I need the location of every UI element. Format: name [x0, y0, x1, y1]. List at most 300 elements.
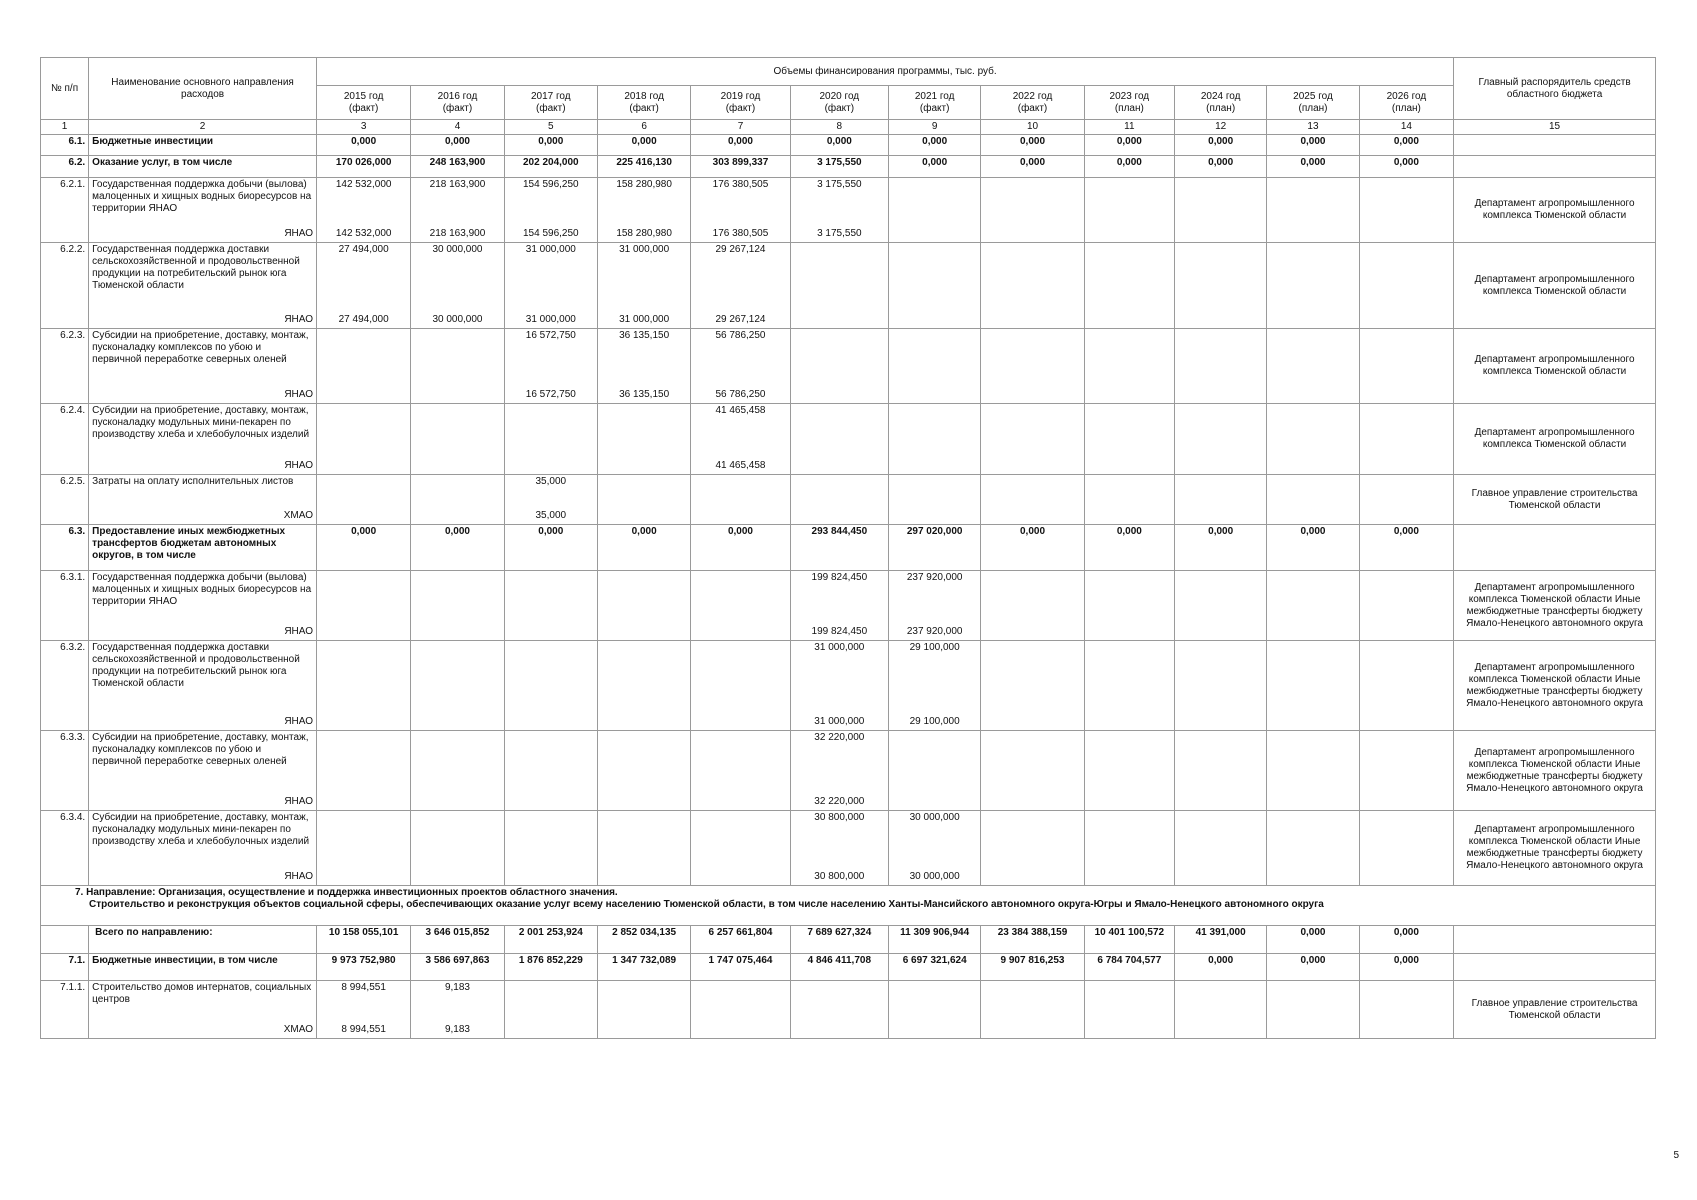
- value-cell: 0,000: [504, 135, 597, 156]
- value-cell: [1084, 475, 1174, 525]
- value-cell: 6 257 661,804: [691, 926, 790, 954]
- value-cell: [889, 329, 981, 404]
- section-7-header: [41, 886, 1656, 926]
- row-region: ЯНАО: [284, 314, 313, 325]
- row-name-text: Строительство домов интернатов, социальных центров: [92, 982, 312, 1005]
- value-cell: [597, 641, 690, 731]
- header-year-status: (факт): [1017, 102, 1048, 114]
- value-cell: [1267, 475, 1359, 525]
- value-cell: [1359, 243, 1453, 329]
- value-cell: [504, 475, 597, 525]
- value-cell: 9 973 752,980: [316, 954, 410, 981]
- value-cell: [316, 811, 410, 886]
- value-cell: [1267, 811, 1359, 886]
- value-cell: 0,000: [411, 135, 504, 156]
- row-name-text: Государственная поддержка добычи (вылова) малоценных и хищных водных биоресурсов на территории ЯНАО: [92, 179, 312, 214]
- section-7-title: 7. Направление: Организация, осуществление и поддержка инвестиционных проектов областного значения.: [75, 887, 618, 898]
- value-cell: 0,000: [1175, 954, 1267, 981]
- value-total: 31 000,000: [525, 244, 576, 255]
- header-year-status: (факт): [442, 102, 473, 114]
- value-total: 142 532,000: [335, 179, 392, 190]
- row-owner: Департамент агропромышленного комплекса Тюменской области Иные межбюджетные трансферты бюджету Ямало-Ненецкого автономного округа: [1454, 811, 1656, 886]
- value-cell: [411, 404, 504, 475]
- row-owner: [1454, 156, 1656, 178]
- value-cell: [1175, 329, 1267, 404]
- value-cell: 0,000: [1359, 954, 1453, 981]
- value-cell: [597, 329, 690, 404]
- value-cell: 0,000: [597, 135, 690, 156]
- row-owner: Главное управление строительства Тюменской области: [1454, 981, 1656, 1039]
- row-owner: Департамент агропромышленного комплекса Тюменской области Иные межбюджетные трансферты бюджету Ямало-Ненецкого автономного округа: [1454, 571, 1656, 641]
- section-7-subtitle: Строительство и реконструкция объектов социальной сферы, обеспечивающих оказание услуг всему населению Тюменской области, в том числе населению Ханты-Мансийского автономного округа-Югры и Ямало-Ненецкого автономного округа: [89, 899, 1324, 910]
- page-number: 5: [1673, 1150, 1679, 1161]
- value-cell: 0,000: [1267, 525, 1359, 571]
- value-cell: 0,000: [411, 525, 504, 571]
- header-year-label: 2022 год: [1012, 90, 1053, 102]
- column-index: 8: [790, 120, 888, 135]
- row-name: Бюджетные инвестиции, в том числе: [89, 954, 317, 981]
- value-cell: [790, 475, 888, 525]
- row-number: 6.2.4.: [41, 404, 89, 475]
- value-cell: [1267, 571, 1359, 641]
- value-cell: 0,000: [1084, 135, 1174, 156]
- value-cell: [691, 571, 790, 641]
- row-owner: Департамент агропромышленного комплекса Тюменской области Иные межбюджетные трансферты бюджету Ямало-Ненецкого автономного округа: [1454, 731, 1656, 811]
- row-owner: Департамент агропромышленного комплекса Тюменской области: [1454, 178, 1656, 243]
- value-cell: 0,000: [1084, 525, 1174, 571]
- value-cell: [411, 981, 504, 1039]
- value-total: 154 596,250: [522, 179, 579, 190]
- value-cell: [411, 178, 504, 243]
- value-cell: [1175, 404, 1267, 475]
- value-cell: 4 846 411,708: [790, 954, 888, 981]
- header-year-label: 2024 год: [1200, 90, 1241, 102]
- value-total: 9,183: [444, 982, 470, 993]
- row-region: ЯНАО: [284, 389, 313, 400]
- value-region: 31 000,000: [525, 314, 576, 325]
- header-year-label: 2018 год: [624, 90, 664, 102]
- value-cell: 6 697 321,624: [889, 954, 981, 981]
- header-year-status: (факт): [348, 102, 379, 114]
- value-region: 36 135,150: [619, 389, 670, 400]
- row-name-text: Государственная поддержка доставки сельскохозяйственной и продовольственной продукции на потребительский рынок юга Тюменской области: [92, 642, 300, 689]
- header-year-label: 2026 год: [1386, 90, 1427, 102]
- value-cell: 7 689 627,324: [790, 926, 888, 954]
- row-name: [89, 404, 317, 475]
- value-cell: [504, 641, 597, 731]
- column-index: 14: [1359, 120, 1453, 135]
- value-cell: [790, 243, 888, 329]
- value-cell: [691, 329, 790, 404]
- header-year-status: (факт): [536, 102, 566, 114]
- value-cell: [1359, 571, 1453, 641]
- header-year: [1175, 86, 1267, 120]
- table-row: [41, 981, 1656, 1039]
- column-index: 4: [411, 120, 504, 135]
- value-cell: 2 852 034,135: [597, 926, 690, 954]
- value-cell: 11 309 906,944: [889, 926, 981, 954]
- value-region: 16 572,750: [525, 389, 576, 400]
- header-year-status: (факт): [725, 102, 756, 114]
- value-cell: 1 876 852,229: [504, 954, 597, 981]
- value-region: 218 163,900: [429, 228, 486, 239]
- table-row: [41, 475, 1656, 525]
- value-cell: 225 416,130: [597, 156, 690, 178]
- value-region: 31 000,000: [814, 716, 865, 727]
- row-region: ЯНАО: [284, 228, 313, 239]
- value-cell: 0,000: [1267, 954, 1359, 981]
- value-total: 16 572,750: [525, 330, 576, 341]
- value-total: 29 267,124: [715, 244, 766, 255]
- value-cell: [1084, 404, 1174, 475]
- value-cell: [1084, 571, 1174, 641]
- value-total: 27 494,000: [338, 244, 389, 255]
- header-year-label: 2015 год: [343, 90, 384, 102]
- header-year: [504, 86, 597, 120]
- row-name: [89, 571, 317, 641]
- value-cell: [504, 811, 597, 886]
- column-index: 15: [1454, 120, 1656, 135]
- row-owner: Департамент агропромышленного комплекса Тюменской области: [1454, 404, 1656, 475]
- header-owner: Главный распорядитель средств областного бюджета: [1454, 58, 1656, 120]
- value-region: 142 532,000: [335, 228, 392, 239]
- table-row: [41, 156, 1656, 178]
- row-region: ЯНАО: [284, 716, 313, 727]
- header-year-status: (план): [1114, 102, 1144, 114]
- value-total: 29 100,000: [909, 642, 960, 653]
- value-cell: [889, 731, 981, 811]
- value-cell: [1359, 329, 1453, 404]
- value-cell: [504, 329, 597, 404]
- header-year: [1084, 86, 1174, 120]
- table-row: [41, 926, 1656, 954]
- value-total: 218 163,900: [429, 179, 486, 190]
- header-year-status: (план): [1391, 102, 1421, 114]
- value-region: 56 786,250: [715, 389, 766, 400]
- row-owner: Департамент агропромышленного комплекса Тюменской области: [1454, 329, 1656, 404]
- value-cell: [504, 243, 597, 329]
- value-cell: [790, 404, 888, 475]
- row-number: 6.3.1.: [41, 571, 89, 641]
- table-row: [41, 954, 1656, 981]
- value-cell: [504, 404, 597, 475]
- value-region: 30 000,000: [432, 314, 483, 325]
- value-region: 199 824,450: [811, 626, 868, 637]
- header-year-label: 2025 год: [1293, 90, 1333, 102]
- value-total: 8 994,551: [341, 982, 386, 993]
- row-name: [89, 981, 317, 1039]
- value-cell: 41 391,000: [1175, 926, 1267, 954]
- value-cell: 0,000: [1175, 156, 1267, 178]
- value-cell: [790, 731, 888, 811]
- value-cell: [597, 243, 690, 329]
- header-funding-title: Объемы финансирования программы, тыс. руб.: [316, 58, 1453, 86]
- column-index: 11: [1084, 120, 1174, 135]
- value-cell: [1359, 178, 1453, 243]
- value-cell: 9 907 816,253: [981, 954, 1084, 981]
- value-cell: 0,000: [1359, 135, 1453, 156]
- value-cell: 0,000: [1267, 156, 1359, 178]
- value-region: 35,000: [535, 510, 567, 521]
- row-region: ХМАО: [283, 510, 313, 521]
- value-cell: 303 899,337: [691, 156, 790, 178]
- value-total: 32 220,000: [814, 732, 865, 743]
- value-cell: [411, 811, 504, 886]
- value-total: 237 920,000: [906, 572, 963, 583]
- row-number: 6.3.4.: [41, 811, 89, 886]
- value-cell: [411, 731, 504, 811]
- value-cell: 0,000: [1359, 525, 1453, 571]
- value-cell: 0,000: [981, 135, 1084, 156]
- row-number: 6.3.2.: [41, 641, 89, 731]
- value-total: 30 000,000: [909, 812, 960, 823]
- value-region: 41 465,458: [715, 460, 766, 471]
- value-cell: [889, 571, 981, 641]
- value-cell: [691, 475, 790, 525]
- value-cell: [790, 178, 888, 243]
- value-cell: 0,000: [597, 525, 690, 571]
- value-total: 31 000,000: [814, 642, 865, 653]
- value-cell: [1084, 641, 1174, 731]
- value-cell: [1267, 329, 1359, 404]
- row-number: 7.1.: [41, 954, 89, 981]
- row-number: 6.2.1.: [41, 178, 89, 243]
- value-cell: [411, 329, 504, 404]
- row-region: ЯНАО: [284, 871, 313, 882]
- value-cell: [1084, 981, 1174, 1039]
- value-cell: [316, 243, 410, 329]
- value-cell: 6 784 704,577: [1084, 954, 1174, 981]
- value-cell: 0,000: [1175, 135, 1267, 156]
- value-cell: 10 401 100,572: [1084, 926, 1174, 954]
- value-total: 158 280,980: [616, 179, 672, 190]
- value-cell: 0,000: [316, 525, 410, 571]
- value-cell: [316, 981, 410, 1039]
- value-total: 56 786,250: [715, 330, 766, 341]
- value-cell: [504, 731, 597, 811]
- header-year: [790, 86, 888, 120]
- value-total: 30 800,000: [814, 812, 865, 823]
- value-cell: [316, 404, 410, 475]
- value-cell: 0,000: [1359, 926, 1453, 954]
- value-cell: [981, 731, 1084, 811]
- value-region: 27 494,000: [338, 314, 389, 325]
- value-cell: [316, 731, 410, 811]
- value-cell: [504, 178, 597, 243]
- column-index: 10: [981, 120, 1084, 135]
- value-cell: [504, 981, 597, 1039]
- row-name-text: Субсидии на приобретение, доставку, монтаж, пусконаладку комплексов по убою и первичной переработке северных оленей: [92, 732, 309, 767]
- value-cell: 0,000: [1359, 156, 1453, 178]
- value-total: 41 465,458: [715, 405, 766, 416]
- header-year: [1267, 86, 1359, 120]
- value-cell: [889, 641, 981, 731]
- value-cell: [981, 641, 1084, 731]
- value-cell: [889, 981, 981, 1039]
- value-region: 158 280,980: [616, 228, 672, 239]
- value-cell: [691, 811, 790, 886]
- value-cell: [691, 404, 790, 475]
- value-region: 9,183: [444, 1024, 470, 1035]
- value-cell: [411, 243, 504, 329]
- row-number: [41, 926, 89, 954]
- value-cell: [790, 981, 888, 1039]
- column-index: 7: [691, 120, 790, 135]
- row-number: 6.2.2.: [41, 243, 89, 329]
- value-cell: [1267, 178, 1359, 243]
- row-owner: Департамент агропромышленного комплекса Тюменской области: [1454, 243, 1656, 329]
- value-cell: 10 158 055,101: [316, 926, 410, 954]
- value-cell: [691, 243, 790, 329]
- row-owner: Главное управление строительства Тюменской области: [1454, 475, 1656, 525]
- value-cell: [1359, 641, 1453, 731]
- row-region: ЯНАО: [284, 796, 313, 807]
- value-total: 36 135,150: [619, 330, 670, 341]
- value-cell: [1267, 243, 1359, 329]
- value-cell: [1359, 981, 1453, 1039]
- row-name: Всего по направлению:: [89, 926, 317, 954]
- value-cell: 0,000: [316, 135, 410, 156]
- value-cell: [691, 731, 790, 811]
- value-cell: [504, 571, 597, 641]
- value-cell: [1084, 731, 1174, 811]
- value-cell: [316, 475, 410, 525]
- row-name-text: Субсидии на приобретение, доставку, монтаж, пусконаладку комплексов по убою и первичной переработке северных оленей: [92, 330, 309, 365]
- value-cell: 0,000: [504, 525, 597, 571]
- value-cell: [597, 811, 690, 886]
- value-region: 237 920,000: [906, 626, 963, 637]
- value-cell: [316, 329, 410, 404]
- value-cell: [790, 811, 888, 886]
- header-year: [411, 86, 504, 120]
- value-cell: [316, 641, 410, 731]
- row-name: Оказание услуг, в том числе: [89, 156, 317, 178]
- value-cell: 0,000: [981, 156, 1084, 178]
- row-owner: Департамент агропромышленного комплекса Тюменской области Иные межбюджетные трансферты бюджету Ямало-Ненецкого автономного округа: [1454, 641, 1656, 731]
- row-owner: [1454, 926, 1656, 954]
- value-region: 30 800,000: [814, 871, 865, 882]
- table-row: [41, 525, 1656, 571]
- value-cell: 0,000: [1175, 525, 1267, 571]
- value-cell: 2 001 253,924: [504, 926, 597, 954]
- row-name: [89, 811, 317, 886]
- value-cell: 1 347 732,089: [597, 954, 690, 981]
- value-cell: 248 163,900: [411, 156, 504, 178]
- row-number: 6.2.: [41, 156, 89, 178]
- value-total: 3 175,550: [817, 179, 862, 190]
- header-year: [316, 86, 410, 120]
- row-number: 6.1.: [41, 135, 89, 156]
- value-cell: [790, 641, 888, 731]
- value-cell: [1084, 329, 1174, 404]
- row-name-text: Субсидии на приобретение, доставку, монтаж, пусконаладку модульных мини-пекарен по производству хлеба и хлебобулочных изделий: [92, 812, 310, 847]
- value-cell: [889, 178, 981, 243]
- value-cell: [1359, 404, 1453, 475]
- value-cell: [316, 178, 410, 243]
- row-name: Предоставление иных межбюджетных трансфертов бюджетам автономных округов, в том числе: [89, 525, 317, 571]
- row-name: [89, 329, 317, 404]
- column-index: 1: [41, 120, 89, 135]
- row-number: 6.3.3.: [41, 731, 89, 811]
- value-region: 154 596,250: [522, 228, 579, 239]
- header-year-label: 2021 год: [914, 90, 955, 102]
- value-region: 30 000,000: [909, 871, 960, 882]
- value-cell: [1084, 243, 1174, 329]
- value-cell: [597, 475, 690, 525]
- value-cell: [981, 475, 1084, 525]
- header-no: № п/п: [41, 58, 89, 120]
- value-cell: [981, 243, 1084, 329]
- value-cell: [1175, 811, 1267, 886]
- value-region: 29 267,124: [715, 314, 766, 325]
- value-total: 31 000,000: [619, 244, 670, 255]
- value-cell: [1175, 178, 1267, 243]
- value-cell: [981, 178, 1084, 243]
- table-row: [41, 811, 1656, 886]
- column-index: 12: [1175, 120, 1267, 135]
- value-cell: [597, 731, 690, 811]
- header-year-label: 2017 год: [530, 90, 571, 102]
- header-year-status: (план): [1298, 102, 1328, 114]
- row-name-text: Государственная поддержка добычи (вылова) малоценных и хищных водных биоресурсов на территории ЯНАО: [92, 572, 312, 607]
- value-cell: [1175, 731, 1267, 811]
- header-year-status: (факт): [629, 102, 659, 114]
- column-index: 6: [597, 120, 690, 135]
- value-cell: [1267, 731, 1359, 811]
- table-row: [41, 135, 1656, 156]
- row-name: [89, 178, 317, 243]
- value-cell: [889, 404, 981, 475]
- row-name: [89, 731, 317, 811]
- column-index: 5: [504, 120, 597, 135]
- row-name: [89, 475, 317, 525]
- value-cell: [1267, 404, 1359, 475]
- value-total: 176 380,505: [712, 179, 769, 190]
- row-name-text: Субсидии на приобретение, доставку, монтаж, пусконаладку модульных мини-пекарен по производству хлеба и хлебобулочных изделий: [92, 405, 310, 440]
- value-cell: [1175, 571, 1267, 641]
- table-row: [41, 641, 1656, 731]
- value-region: 8 994,551: [341, 1024, 386, 1035]
- value-cell: 0,000: [1267, 135, 1359, 156]
- header-name: Наименование основного направления расходов: [89, 58, 317, 120]
- value-total: 199 824,450: [811, 572, 868, 583]
- value-cell: [1175, 981, 1267, 1039]
- value-cell: [889, 475, 981, 525]
- value-cell: [981, 404, 1084, 475]
- value-cell: [1359, 731, 1453, 811]
- value-cell: [981, 981, 1084, 1039]
- value-cell: [597, 178, 690, 243]
- header-year-status: (факт): [919, 102, 950, 114]
- row-number: 6.2.5.: [41, 475, 89, 525]
- value-cell: 23 384 388,159: [981, 926, 1084, 954]
- value-cell: [981, 811, 1084, 886]
- value-cell: [1084, 811, 1174, 886]
- row-name: [89, 243, 317, 329]
- value-cell: [411, 641, 504, 731]
- value-cell: 3 646 015,852: [411, 926, 504, 954]
- value-cell: 0,000: [1267, 926, 1359, 954]
- value-total: 30 000,000: [432, 244, 483, 255]
- value-cell: 293 844,450: [790, 525, 888, 571]
- value-region: 3 175,550: [817, 228, 862, 239]
- value-cell: 0,000: [889, 135, 981, 156]
- row-owner: [1454, 954, 1656, 981]
- header-year: [1359, 86, 1453, 120]
- funding-table: [40, 57, 1656, 1039]
- row-name-text: Государственная поддержка доставки сельскохозяйственной и продовольственной продукции на потребительский рынок юга Тюменской области: [92, 244, 300, 291]
- column-index: 3: [316, 120, 410, 135]
